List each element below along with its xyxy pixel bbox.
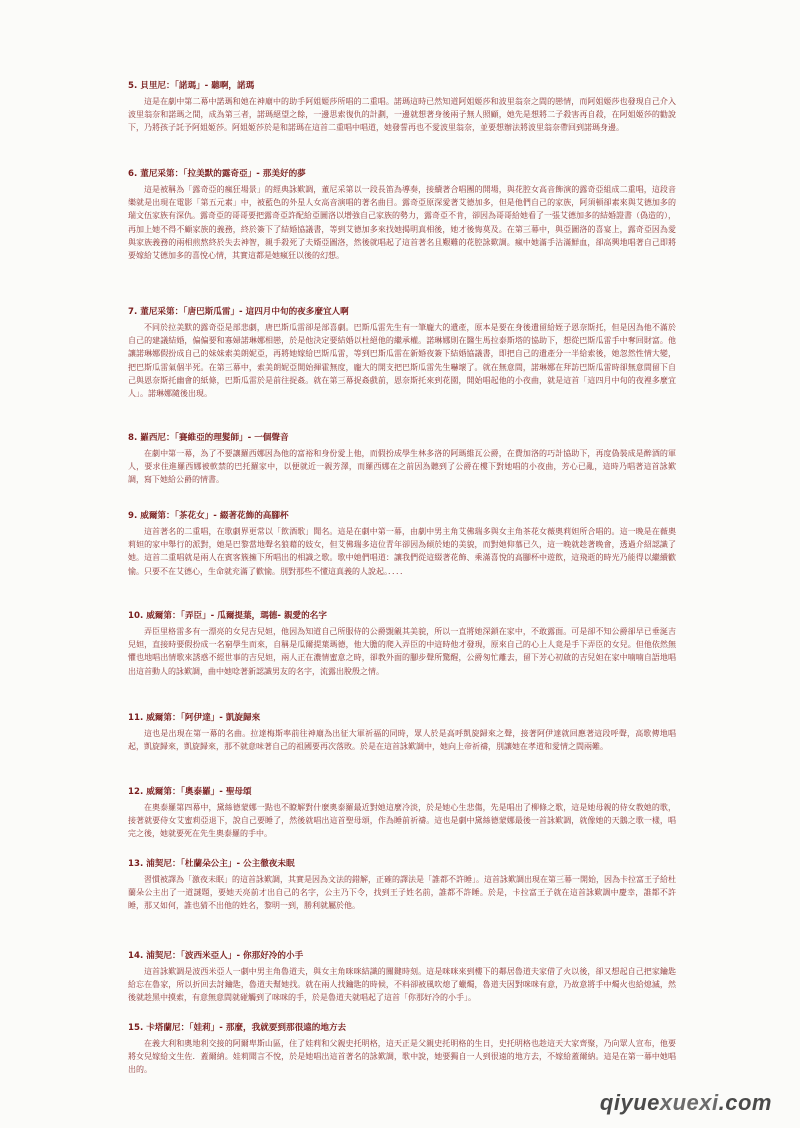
entry-body: 在劇中第一幕，為了不要讓羅西娜因為他的富裕和身份愛上他，而假扮成學生林多洛的阿瑪維瓦公爵，在費加洛的巧計協助下，再度偽裝成是醉酒的軍人，要求住進羅西娜被軟禁的巴托羅家中，以便就近一親芳澤，而羅西娜在之前因為聽到了公爵在樓下對她唱的小夜曲，芳心已亂，這時乃唱著這首詠歎調，寫下她給公爵的情書。 bbox=[128, 449, 676, 485]
entry-body: 弄臣里格雷多有一漂亮的女兒吉兒妲，他因為知道自己所服侍的公爵覬覦其美貌，所以一直將她深鎖在家中，不敢露面。可是卻不知公爵卻早已垂涎吉兒妲，直接時要假扮成一名窮學生而來，自稱是瓜爾提葉瑪德，他大膽的爬入弄臣的中這時他才發現，原來自己的心上人竟是手下弄臣的女兒。但他依然無懼也地唱出情歌來誘惑不經世事的吉兒妲，兩人正在濃情蜜意之時，卻教外面的腳步聲所驚醒，公爵匆忙離去，留下芳心初啟的吉兒妲在家中喃喃自語地唱出這首動人的詠歎調，曲中她唸著新認識男友的名字，流露出脫殷之情。 bbox=[128, 627, 676, 676]
entry-body: 這首詠歎調是波西米亞人一劇中男主角魯道夫，與女主角咪咪結識的關鍵時刻。這是咪咪來到樓下的鄰居魯道夫家借了火以後，卻又想起自己把家鑰匙給忘在魯家，所以折回去討鑰匙，魯道夫幫她找。就在兩人找鑰匙的時候，不料卻被風吹熄了蠟燭，魯道夫因對咪咪有意，乃故意將手中燭火也給熄滅，然後就趁黑中摸索，有意無意間就碰觸到了咪咪的手，於是魯道夫就唱起了這首「你那好冷的小手」。 bbox=[128, 967, 676, 1003]
entry-body: 這是被稱為「露奇亞的瘋狂場景」的經典詠歎調，董尼采第以一段長笛為導奏，接續著合唱團的開場，與花腔女高音飾演的露奇亞組成二重唱，這段音樂就是出現在電影「第五元素」中，被藍色的外星人女高音演唱的著名曲目。露奇亞原深愛著艾德加多，但是他們自己的家族，阿須頓卻素來與艾德加多的瑞文伍家族有深仇。露奇亞的哥哥要把露奇亞許配給亞圖洛以增強自己家族的勢力，露奇亞不肯，卻因為哥哥給她看了一張艾德加多的結婚證書（偽造的），再加上她不得不顧家族的義務，終於簽下了結婚協議書，等到艾德加多來找她揭明真相後，她才後悔莫及。在第三幕中，與亞圖洛的喜宴上，露奇亞因為愛與家族義務的兩相煎熬終於失去神智，親手殺死了夫婿亞圖洛，然後就唱起了這首著名且艱難的花腔詠歎調。瘋中她滿手沾滿鮮血，卻高興地唱著自己即將要嫁給艾德加多的喜悅心情，其實這都是她瘋狂以後的幻想。 bbox=[128, 185, 676, 261]
entry-body: 這是在劇中第二幕中諾瑪和她在神廟中的助手阿姐姬莎所唱的二重唱。諾瑪這時已然知道阿姐姬莎和波里翁奈之間的戀情，而阿姐姬莎也發現自己介入波里翁奈和諾瑪之間，成為第三者，諾瑪絕望之餘，一邊思索復仇的計劃，一邊就想著身後兩子無人照顧，她先是想將二子殺害再自殺，在阿姐姬莎的勸說下，乃將孩子託予阿姐姬莎。阿姐姬莎於是和諾瑪在這首二重唱中唱道，她發誓再也不愛波里翁奈，並要想辦法將波里翁奈帶回到諾瑪身邊。 bbox=[128, 97, 676, 133]
entry-body: 在奧泰羅第四幕中，黛絲德蒙娜一點也不瞭解對什麼奧泰羅最近對她這麼冷淡，於是她心生悲傷，先是唱出了柳條之歌，這是她母親的侍女教她的歌，接著就要侍女艾蜜莉亞退下，說自己要睡了，然後就唱出這首聖母頌，作為睡前祈禱。這也是劇中黛絲德蒙娜最後一首詠歎調，就像她的天鵝之歌一樣，唱完之後，她就要死在先生奧泰羅的手中。 bbox=[128, 803, 676, 839]
entry-heading: 13. 浦契尼：「杜蘭朵公主」- 公主徹夜未眠 bbox=[128, 859, 295, 869]
site-watermark bbox=[600, 1090, 772, 1116]
entry-heading: 8. 羅西尼：「賽維亞的理髮師」- 一個聲音 bbox=[128, 433, 289, 443]
aria-entry bbox=[128, 712, 676, 753]
aria-entry bbox=[128, 786, 676, 841]
entry-heading: 15. 卡塔蘭尼：「娃莉」- 那麼，我就要到那很遠的地方去 bbox=[128, 1023, 347, 1033]
aria-entry bbox=[128, 858, 676, 913]
entry-body: 不同於拉美默的露奇亞是部悲劇，唐巴斯瓜雷卻是部喜劇。巴斯瓜雷先生有一筆龐大的遺產，原本是要在身後遺留給姪子恩奈斯托，但是因為他不滿於自己的建議結婚，偏偏要和寡婦諾琳娜相戀，於是他決定要結婚以杜絕他的繼承權。諾琳娜則在醫生馬拉泰斯塔的協助下，想從巴斯瓜雷手中奪回財富。他讓諾琳娜假扮成自己的妹妹索美朗妮亞，再將她嫁給巴斯瓜雷，等到巴斯瓜雷在新婚夜簽下結婚協議書，即把自己的遺產分一半給索後，她忽然性情大變，把巴斯瓜雷氣個半死。在第三幕中，索美朗妮亞開始揮霍無度，龐大的開支把巴斯瓜雷先生嚇壞了。就在無意間，諾琳娜在拜訪巴斯瓜雷時卻無意間留下自己與恩奈斯托幽會的紙條，巴斯瓜雷於是前往捉姦。就在第三幕捉姦戲前，恩奈斯托來到花園，開始唱起他的小夜曲，就是這首「這四月中旬的夜裡多麼宜人」。諾琳娜隨後出現。 bbox=[128, 323, 676, 399]
entry-body: 在義大利和奧地利交接的阿爾卑斯山區，住了娃莉和父親史托明格，這天正是父親史托明格的生日，史托明格也趁這天大家齊聚，乃向眾人宣布，他要將女兒嫁給文生佐．蓋爾納。娃莉聞言不悅，於是她唱出這首著名的詠歎調，歌中說，她要獨自一人到很遠的地方去，不嫁給蓋爾納。這是在第一幕中她唱出的。 bbox=[128, 1039, 676, 1075]
aria-entry bbox=[128, 950, 676, 1005]
aria-entry bbox=[128, 1022, 676, 1077]
entry-heading: 6. 董尼采第：「拉美默的露奇亞」- 那美好的夢 bbox=[128, 169, 306, 179]
entry-heading: 9. 威爾第：「茶花女」- 綴著花飾的高腳杯 bbox=[128, 511, 289, 521]
aria-entry bbox=[128, 306, 676, 400]
aria-entry bbox=[128, 168, 676, 262]
entry-heading: 10. 威爾第：「弄臣」- 瓜爾提葉，瑪德- 親愛的名字 bbox=[128, 611, 327, 621]
entry-heading: 5. 貝里尼：「諾瑪」- 聽啊，諾瑪 bbox=[128, 81, 255, 91]
watermark-accent: xuexi bbox=[659, 1090, 719, 1115]
entry-heading: 11. 威爾第：「阿伊達」- 凱旋歸來 bbox=[128, 713, 261, 723]
entry-heading: 7. 董尼采第：「唐巴斯瓜雷」- 這四月中旬的夜多麼宜人啊 bbox=[128, 307, 349, 317]
aria-entry bbox=[128, 80, 676, 135]
entry-heading: 14. 浦契尼：「波西米亞人」- 你那好冷的小手 bbox=[128, 951, 304, 961]
watermark-suffix: .com bbox=[718, 1090, 772, 1115]
watermark-prefix: qiyue bbox=[599, 1090, 660, 1115]
entry-heading: 12. 威爾第：「奧泰羅」- 聖母頌 bbox=[128, 787, 252, 797]
aria-entry bbox=[128, 510, 676, 578]
aria-entry bbox=[128, 610, 676, 678]
entry-body: 這也是出現在第一幕的名曲。拉達梅斯率前往神廟為出征大軍祈福的同時，眾人於是高呼凱旋歸來之聲，接著阿伊達就回應著這段呼聲，高歌傳地唱起，凱旋歸來，凱旋歸來，那不就意味著自己的祖國要再次落敗。於是在這首詠歎調中，她向上帝祈禱，別讓她在孝道和愛情之間兩難。 bbox=[128, 729, 676, 752]
entry-body: 習慣被譯為「激夜未眠」的這首詠歎調，其實是因為文法的錯解，正確的譯法是「誰都不許睡」。這首詠歎調出現在第三幕一開始，因為卡拉富王子給杜蘭朵公主出了一道謎題，要她天亮前才出自己的名字，公主乃下令，找到王子姓名前，誰都不許睡。於是，卡拉富王子就在這首詠歎調中慶幸，誰都不許睡，那又如何，誰也猜不出他的姓名，黎明一到，勝利就屬於他。 bbox=[128, 875, 676, 911]
aria-entry bbox=[128, 432, 676, 487]
entry-body: 這首著名的二重唱，在歌劇界更常以「飲酒歌」聞名。這是在劇中第一幕，由劇中男主角艾佛瑞多與女主角茶花女薇奧莉妲所合唱的。這一晚是在薇奧莉妲的家中舉行的派對，她是巴黎當地聲名狼藉的妓女，但艾佛瑞多這位青年卻因為傾於她的美貌，而對她仰慕已久，這一晚就趁著晚會，透過介紹認識了她。這首二重唱就是兩人在賓客簇擁下所唱出的相識之歌。歌中她們唱道：讓我們從這綴著花飾、乘滿喜悅的高腳杯中遊飲，這飛逝的時光乃能得以繼續歡愉。只要不在艾德心，生命就充滿了歡愉。別對那些不懂這真義的人說起。．．．． bbox=[128, 527, 676, 576]
